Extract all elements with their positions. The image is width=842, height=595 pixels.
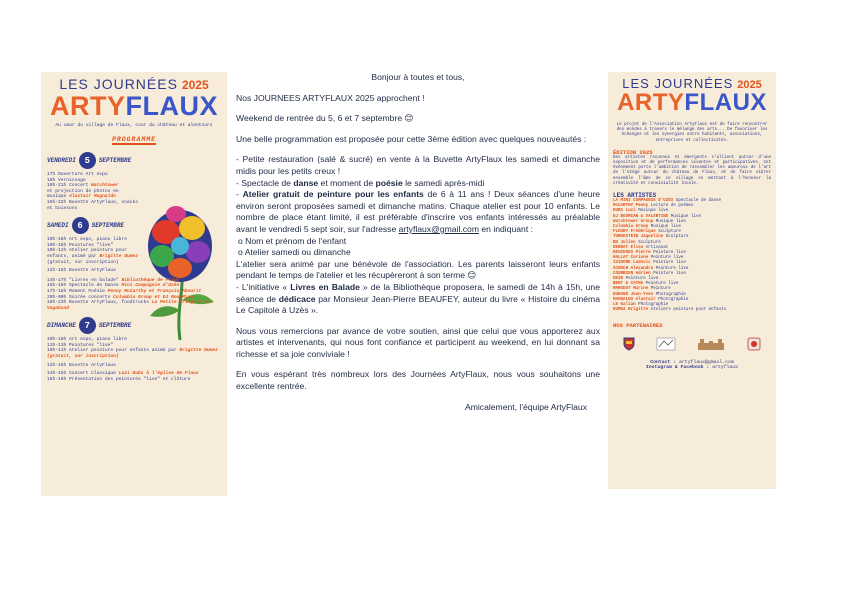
artists-list (613, 199, 771, 313)
event-item: 17h-18h Moment Poésie Penny McCarthy et François Abourit (47, 288, 202, 294)
artist-item: BERT & CATHA Peinture live (613, 282, 679, 287)
event-item: 17h Ouverture Art expo (47, 172, 108, 177)
artist-item: DUMEZ Brigitte Ateliers peinture pour enfants (613, 308, 727, 313)
artist-item: TURKESTEIN Jaqueline Sculpture (613, 235, 689, 240)
bullet-atelier: - Atelier gratuit de peinture pour les enfants de 6 à 11 ans ! Deux séances d'une heure environ seront proposées samedi et dimanche matins. Chaque atelier est pour 10 enfants. Le nombre de place étant limité, il est préférable d'inscrire vos enfants intéressés au préalable avant le vendredi 5 sept soir, sur l'adresse artyflaux@gmail.com en indiquant : (236, 189, 601, 234)
event-item: 18h Vernissage (47, 177, 86, 183)
info-poster (608, 72, 776, 489)
artist-item: MARGEOT Marine Peinture (613, 287, 671, 292)
event-item: et projection de photos en musique Alastair Magnaldo (47, 188, 122, 200)
artist-item: MAGNALDO Alastair Photographie (613, 297, 689, 302)
info-content (608, 123, 776, 370)
event-item: 10h-18h Art expo, piano libre (47, 237, 127, 243)
event-item: 20h-00h Soirée concerts Columbia Group et DJ Bou-Mian (47, 294, 194, 300)
poster-year: 2025 (737, 79, 762, 91)
bullet-livres: - L'initiative « Livres en Balade » de la Bibliothèque proposera, le samedi de 14h à 15h, une séance de dédicace par Monsieur Jean-Pierre BEAUFEY, auteur du livre « Histoire du cinéma Le Capitole à Uzès ». (236, 281, 600, 316)
poster-logo: ARTYFLAUX (617, 89, 767, 116)
day-friday: VENDREDI 5 SEPTEMBRE (47, 152, 225, 169)
event-item: 10h-18h Art expo, piano libre (47, 337, 127, 343)
poster-les-journees: LES JOURNÉES (622, 76, 734, 91)
event-item: 11h-13h Peintures "live" (47, 342, 114, 348)
artist-item: DURAND Jean-Yves Photographie (613, 292, 686, 297)
artist-item: ISIDORE Ludovic Peinture live (613, 261, 686, 266)
greeting: Bonjour à toutes et tous, (371, 72, 465, 82)
programme-poster (41, 72, 227, 496)
poster-subtitle: Au cœur du village de Flaux, cour du château et alentours (55, 123, 213, 128)
event-item: 12h-16h Buvette ArtyFlaux (47, 362, 116, 368)
day-sunday: DIMANCHE 7 SEPTEMBRE (47, 317, 225, 334)
bullet-spectacle: - Spectacle de danse et moment de poésie le samedi après-midi (236, 177, 485, 188)
poster-les-journees: LES JOURNÉES (59, 76, 178, 92)
partner-badge-logo (747, 337, 761, 351)
email-link[interactable]: artyflaux@gmail.com (398, 223, 479, 234)
poster-year: 2025 (181, 78, 209, 92)
artist-item: Columbia Group Musique live (613, 225, 681, 230)
artist-item: COURBIER Adrien Peinture live (613, 271, 686, 276)
artist-item: DEBRAT Elise Artisanat (613, 245, 669, 250)
poster-logo: ARTYFLAUX (50, 91, 218, 121)
artist-item: LA MINI COMPAGNIE D'UZÈS Spectacle de danse (613, 199, 722, 204)
artist-item: BD Julien Sculpture (613, 240, 661, 245)
event-item: 14h-17h "Livres en balade" Bibliothèque de Flaux (47, 277, 180, 283)
artist-item: DUBS Luzi Musique live (613, 209, 669, 214)
partners-title: NOS PARTENAIRES (613, 321, 663, 329)
artists-title: LES ARTISTES (613, 192, 657, 200)
coat-of-arms-logo (623, 337, 635, 351)
artist-item: DESGUGES Pierre Peinture live (613, 251, 686, 256)
artist-item: HALLAT Corinne Peinture live (613, 256, 684, 261)
thanks-paragraph: Nous vous remercions par avance de votre soutien, ainsi que celui que vous apporterez aux artistes et intervenants, qui nous font confiance et participent au weekend, en lui donnant sa richesse et sa joie conviviale ! (236, 325, 600, 359)
artist-item: OKIB Peinture live (613, 277, 659, 282)
bullet-restauration: - Petite restauration (salé & sucré) en vente à la Buvette ArtyFlaux les samedi et dimanche midis pour les petits creux ! (236, 154, 600, 176)
partner-sketch-logo (656, 337, 676, 351)
programme-title: PROGRAMME (111, 136, 157, 143)
poster-header (608, 72, 776, 115)
artist-item: Watchtower Group Musique live (613, 219, 686, 224)
day-saturday: SAMEDI 6 SEPTEMBRE (47, 217, 225, 234)
sub-bullet-atelier: o Atelier samedi ou dimanche (238, 247, 351, 258)
event-item: 15h-16h Spectacle de Danse Mini Compagnie d'Uzès (47, 283, 180, 289)
sub-bullet-name: o Nom et prénom de l'enfant (238, 235, 347, 246)
partner-logos (613, 334, 771, 354)
event-item: 14h-15h Concert Classique Luzi Dubs à l'église de Flaux (47, 371, 199, 377)
artist-item: LE Kalian Photographie (613, 303, 669, 308)
association-intro: Le projet de l'Association ArtyFlaux est de faire rencontrer des mondes à travers le mélange des arts... De favoriser les échanges et les synergies entre habitants, associations, entreprises et collectivités. (616, 123, 768, 143)
artist-item: DJ BOUMIAN & VALENTINE Musique live (613, 214, 701, 219)
artist-item: SCHUCH Alexandra Peinture live (613, 266, 689, 271)
contact-line: Contact : artyflaux@gmail.com (650, 359, 734, 365)
event-item: 18h-23h Buvette ArtyFlaux, foodtrucks La Petite fringale et Vagabond (47, 300, 213, 311)
event-item: 19h-22h Buvette ArtyFlaux, snacks et boissons (47, 199, 141, 211)
artist-item: McCARTHY Penny Lecture de poèmes (613, 204, 694, 209)
artist-item: FLEURY Frédérique Sculpture (613, 230, 681, 235)
event-item: 12h-15h Buvette ArtyFlaux (47, 268, 116, 274)
programme-list (47, 152, 225, 382)
event-item: 10h-18h Peintures "live" (47, 242, 114, 248)
castle-logo (696, 337, 726, 351)
event-item: 19h-21h Concert Watchtower (47, 183, 119, 189)
event-item: 15h-16h Présentation des peintures "live" et clôture (47, 376, 191, 382)
event-item: 10h-12h Atelier peinture pour enfants, animé par Brigitte Dumez (47, 248, 138, 259)
edition-text: Des artistes reconnus et émergents s'allient autour d'une exposition et de performances vivantes et participatives. Cet événement porte l'ambition de rassembler les amoureux de l'art de l'Uzège autour du château de Flaux, et de faire vibrer ensemble l'âme de ce village en mettant à l'honneur la créativité et convivialité locale. (613, 155, 771, 186)
poster-header (41, 72, 227, 146)
atelier-note: L'atelier sera animé par une bénévole de l'association. Les parents laisseront leurs enfants pendant le temps de l'atelier et les récupèreront à son terme 😊 (236, 258, 600, 281)
letter-body (236, 72, 600, 413)
weekend-dates: Weekend de rentrée du 5, 6 et 7 septembre 😊 (236, 113, 414, 124)
edition-title: ÉDITION 2025 (613, 148, 653, 156)
event-item: (gratuit, sur inscription) (47, 259, 119, 265)
wishes-paragraph: En vous espérant très nombreux lors des Journées ArtyFlaux, nous vous souhaitons une excellente rentrée. (236, 369, 600, 392)
programme-intro: Une belle programmation est proposée pour cette 3ème édition avec quelques nouveautés : (236, 133, 587, 144)
announcement: Nos JOURNEES ARTYFLAUX 2025 approchent ! (236, 92, 425, 103)
signature: Amicalement, l'équipe ArtyFlaux (464, 401, 587, 412)
event-item: 10h-11h Atelier peinture pour enfants animé par Brigitte Dumez (gratuit, sur inscription) (47, 348, 221, 360)
social-line: Instagram & Facebook : artyflaux (645, 364, 739, 370)
